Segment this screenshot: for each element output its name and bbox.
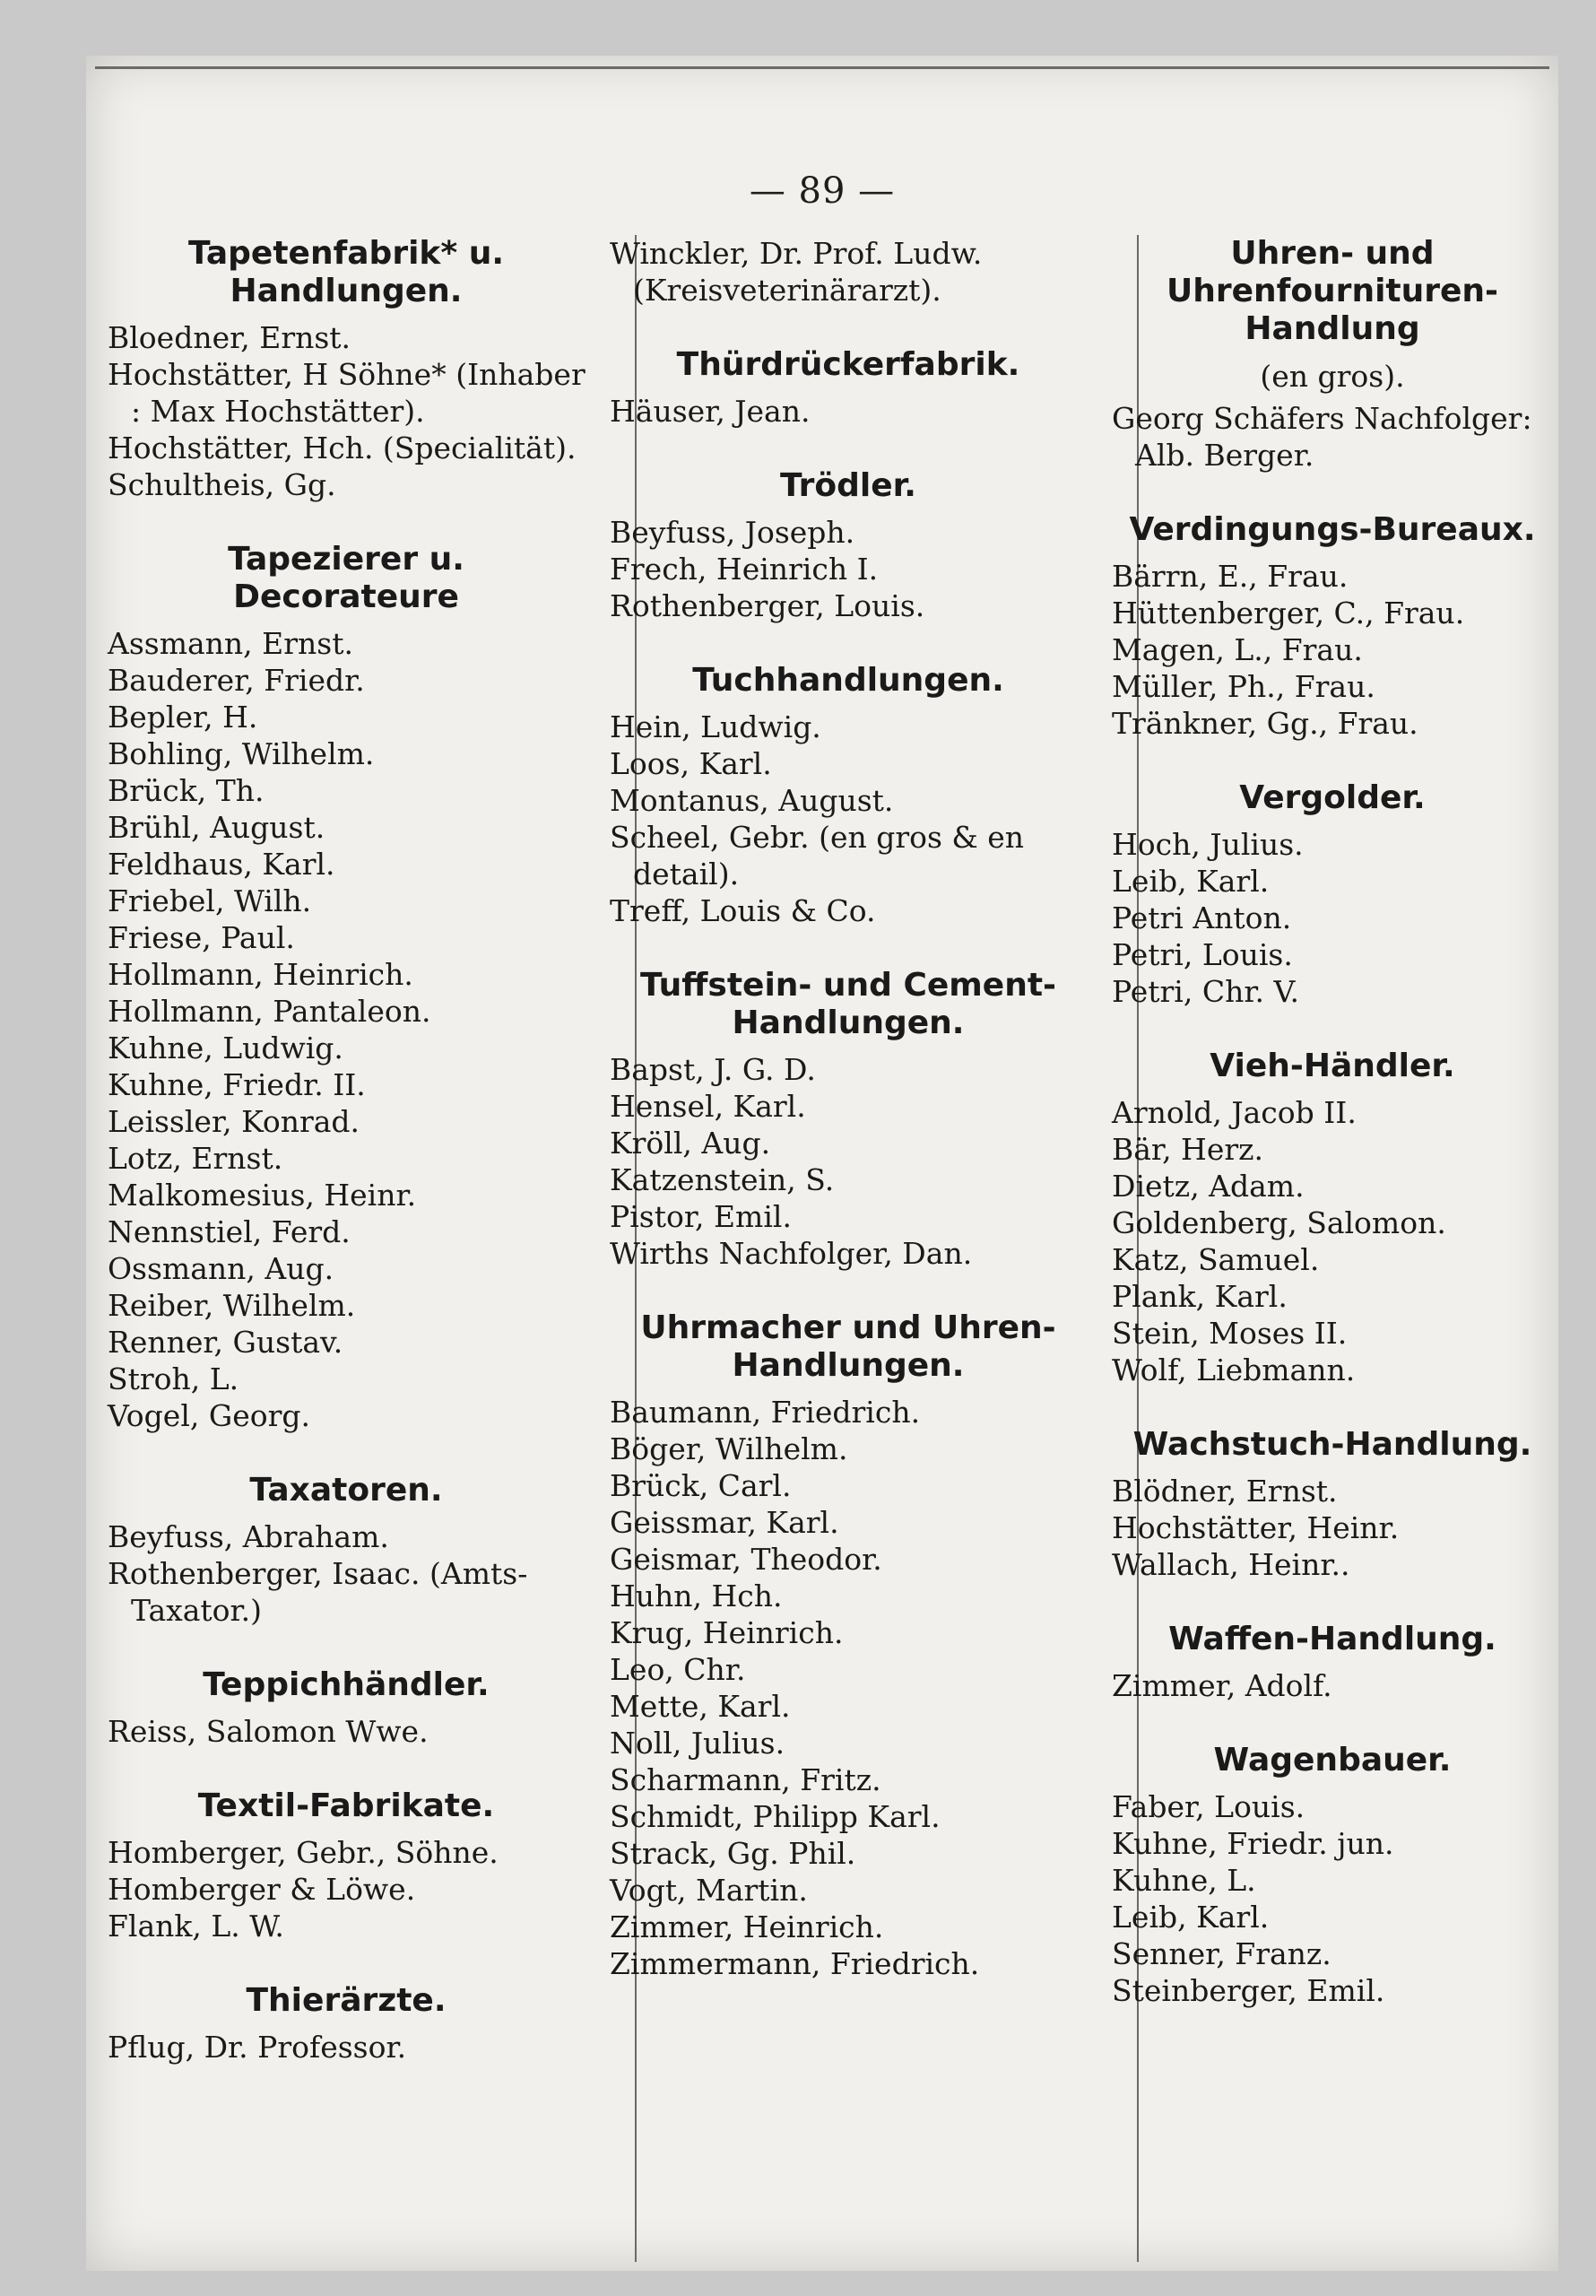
section-subheading: (en gros). — [1260, 359, 1405, 394]
directory-entry: Hollmann, Heinrich. — [108, 957, 413, 992]
directory-section — [1108, 1742, 1557, 2009]
directory-section — [1108, 1048, 1557, 1388]
directory-section — [1108, 1426, 1557, 1583]
section-heading: Wachstuch-Handlung. — [1132, 1426, 1532, 1463]
directory-section — [1108, 235, 1557, 474]
directory-entry: Friebel, Wilh. — [108, 883, 312, 918]
directory-entry: Lotz, Ernst. — [108, 1141, 283, 1176]
directory-entry: Huhn, Hch. — [610, 1578, 783, 1613]
section-heading: Teppichhändler. — [203, 1666, 490, 1703]
directory-entry: Reiss, Salomon Wwe. — [108, 1714, 429, 1749]
directory-entry: Brück, Carl. — [610, 1468, 792, 1503]
directory-entry: Plank, Karl. — [1112, 1279, 1288, 1314]
directory-entry: Bapst, J. G. D. — [610, 1052, 816, 1087]
directory-entry: Schmidt, Philipp Karl. — [610, 1799, 941, 1834]
directory-entry: Arnold, Jacob II. — [1112, 1095, 1357, 1130]
directory-entry: Hein, Ludwig. — [610, 709, 821, 744]
directory-section — [606, 235, 1090, 309]
directory-entry: Beyfuss, Joseph. — [610, 515, 855, 550]
directory-entry: Böger, Wilhelm. — [610, 1431, 848, 1466]
directory-entry: Blödner, Ernst. — [1112, 1474, 1338, 1509]
directory-entry: Scharmann, Fritz. — [610, 1762, 881, 1797]
directory-entry: Tränkner, Gg., Frau. — [1112, 706, 1418, 741]
directory-section — [104, 541, 588, 1434]
directory-entry: Zimmer, Adolf. — [1112, 1668, 1332, 1703]
column-1 — [104, 235, 588, 2244]
directory-section — [606, 967, 1090, 1272]
directory-entry: Vogt, Martin. — [610, 1873, 808, 1908]
directory-section — [104, 1982, 588, 2066]
directory-entry: Ossmann, Aug. — [108, 1251, 334, 1286]
directory-entry: Hensel, Karl. — [610, 1089, 806, 1124]
directory-entry: Dietz, Adam. — [1112, 1169, 1305, 1204]
section-heading: Vergolder. — [1239, 779, 1426, 816]
section-heading: Tapetenfabrik* u. Handlungen. — [187, 235, 505, 309]
directory-entry: Reiber, Wilhelm. — [108, 1288, 356, 1323]
directory-entry: Bärrn, E., Frau. — [1112, 559, 1349, 594]
directory-entry: Bär, Herz. — [1112, 1132, 1264, 1167]
directory-entry: Bloedner, Ernst. — [108, 320, 351, 355]
directory-entry: Stroh, L. — [108, 1361, 239, 1396]
section-heading: Textil-Fabrikate. — [197, 1787, 495, 1824]
directory-entry: Zimmer, Heinrich. — [610, 1909, 884, 1944]
directory-entry: Zimmermann, Friedrich. — [610, 1946, 980, 1981]
directory-entry: Leib, Karl. — [1112, 1900, 1270, 1935]
directory-entry: Müller, Ph., Frau. — [1112, 669, 1375, 704]
directory-section — [1108, 779, 1557, 1010]
directory-entry: Kuhne, Ludwig. — [108, 1031, 343, 1065]
section-heading: Thürdrückerfabrik. — [676, 346, 1020, 383]
directory-entry: Noll, Julius. — [610, 1726, 785, 1761]
directory-entry: Flank, L. W. — [108, 1909, 284, 1944]
directory-entry: Krug, Heinrich. — [610, 1615, 844, 1650]
directory-entry: Leib, Karl. — [1112, 864, 1270, 899]
directory-entry: Strack, Gg. Phil. — [610, 1836, 856, 1871]
section-heading: Wagenbauer. — [1213, 1742, 1452, 1779]
directory-entry: Goldenberg, Salomon. — [1112, 1205, 1446, 1240]
directory-entry: Hoch, Julius. — [1112, 827, 1304, 862]
directory-section — [1108, 511, 1557, 742]
directory-entry: Homberger & Löwe. — [108, 1872, 416, 1907]
directory-entry: Wolf, Liebmann. — [1112, 1352, 1356, 1387]
directory-entry: Stein, Moses II. — [1112, 1316, 1348, 1351]
section-heading: Verdingungs-Bureaux. — [1129, 511, 1536, 548]
directory-entry: Vogel, Georg. — [108, 1398, 311, 1433]
section-heading: Tuffstein- und Cement-Handlungen. — [640, 967, 1056, 1041]
section-heading: Uhren- und Uhrenfournituren-Handlung — [1167, 235, 1498, 347]
directory-section — [606, 467, 1090, 624]
directory-entry: Brück, Th. — [108, 773, 265, 808]
directory-entry: Kuhne, L. — [1112, 1863, 1256, 1898]
directory-entry: Georg Schäfers Nachfolger: Alb. Berger. — [1112, 401, 1532, 473]
section-heading: Uhrmacher und Uhren-Handlungen. — [640, 1309, 1056, 1384]
directory-entry: Malkomesius, Heinr. — [108, 1178, 417, 1213]
directory-entry: Geissmar, Karl. — [610, 1505, 839, 1540]
directory-entry: Brühl, August. — [108, 810, 325, 845]
directory-entry: Hochstätter, H Söhne* (Inhaber : Max Hochstätter). — [108, 357, 585, 429]
directory-entry: Hochstätter, Heinr. — [1112, 1510, 1400, 1545]
directory-entry: Geismar, Theodor. — [610, 1542, 882, 1577]
directory-entry: Bepler, H. — [108, 700, 258, 735]
top-rule — [95, 66, 1549, 69]
directory-entry: Treff, Louis & Co. — [610, 893, 876, 928]
directory-entry: Häuser, Jean. — [610, 394, 811, 429]
directory-entry: Hochstätter, Hch. (Specialität). — [108, 430, 577, 465]
section-heading: Tapezierer u. Decorateure — [228, 541, 464, 615]
section-heading: Vieh-Händler. — [1210, 1048, 1455, 1084]
directory-entry: Bauderer, Friedr. — [108, 663, 365, 698]
directory-section — [1108, 1621, 1557, 1704]
directory-page — [86, 56, 1558, 2271]
directory-entry: Friese, Paul. — [108, 920, 295, 955]
directory-entry: Loos, Karl. — [610, 746, 772, 781]
section-heading: Taxatoren. — [249, 1472, 443, 1509]
directory-entry: Kröll, Aug. — [610, 1126, 771, 1161]
directory-entry: Scheel, Gebr. (en gros & en detail). — [610, 820, 1025, 891]
directory-entry: Bohling, Wilhelm. — [108, 736, 375, 771]
directory-section — [606, 662, 1090, 929]
directory-entry: Hollmann, Pantaleon. — [108, 994, 431, 1029]
directory-entry: Rothenberger, Isaac. (Amts-Taxator.) — [108, 1556, 528, 1628]
column-2 — [606, 235, 1090, 2244]
column-3 — [1108, 235, 1557, 2244]
directory-entry: Leo, Chr. — [610, 1652, 746, 1687]
directory-entry: Petri, Louis. — [1112, 937, 1293, 972]
directory-section — [606, 346, 1090, 430]
directory-entry: Montanus, August. — [610, 783, 894, 818]
directory-entry: Baumann, Friedrich. — [610, 1395, 921, 1430]
section-heading: Tuchhandlungen. — [692, 662, 1004, 699]
directory-entry: Magen, L., Frau. — [1112, 632, 1363, 667]
directory-entry: Frech, Heinrich I. — [610, 552, 879, 587]
directory-entry: Wirths Nachfolger, Dan. — [610, 1236, 973, 1271]
directory-entry: Faber, Louis. — [1112, 1789, 1305, 1824]
directory-entry: Schultheis, Gg. — [108, 467, 336, 502]
directory-entry: Senner, Franz. — [1112, 1936, 1331, 1971]
directory-section — [104, 1787, 588, 1944]
directory-entry: Rothenberger, Louis. — [610, 588, 925, 623]
directory-entry: Wallach, Heinr.. — [1112, 1547, 1350, 1582]
directory-section — [606, 1309, 1090, 1982]
directory-entry: Leissler, Konrad. — [108, 1104, 360, 1139]
directory-entry: Kuhne, Friedr. jun. — [1112, 1826, 1394, 1861]
directory-entry: Assmann, Ernst. — [108, 626, 353, 661]
directory-entry: Beyfuss, Abraham. — [108, 1519, 389, 1554]
directory-entry: Katz, Samuel. — [1112, 1242, 1320, 1277]
section-heading: Thierärzte. — [246, 1982, 447, 2019]
directory-entry: Winckler, Dr. Prof. Ludw. (Kreisveterinärarzt). — [610, 236, 983, 308]
directory-entry: Feldhaus, Karl. — [108, 847, 335, 882]
directory-entry: Homberger, Gebr., Söhne. — [108, 1835, 499, 1870]
directory-section — [104, 235, 588, 503]
directory-entry: Pistor, Emil. — [610, 1199, 792, 1234]
directory-section — [104, 1472, 588, 1629]
directory-entry: Petri, Chr. V. — [1112, 974, 1300, 1009]
page-number: — 89 — — [749, 170, 896, 212]
section-heading: Trödler. — [780, 467, 916, 504]
directory-entry: Katzenstein, S. — [610, 1162, 835, 1197]
directory-entry: Steinberger, Emil. — [1112, 1973, 1385, 2008]
directory-entry: Petri Anton. — [1112, 900, 1292, 935]
directory-entry: Pflug, Dr. Professor. — [108, 2030, 407, 2065]
section-heading: Waffen-Handlung. — [1168, 1621, 1496, 1657]
directory-entry: Hüttenberger, C., Frau. — [1112, 596, 1465, 631]
directory-entry: Kuhne, Friedr. II. — [108, 1067, 366, 1102]
directory-section — [104, 1666, 588, 1750]
directory-entry: Nennstiel, Ferd. — [108, 1214, 351, 1249]
directory-entry: Renner, Gustav. — [108, 1325, 343, 1360]
directory-entry: Mette, Karl. — [610, 1689, 791, 1724]
